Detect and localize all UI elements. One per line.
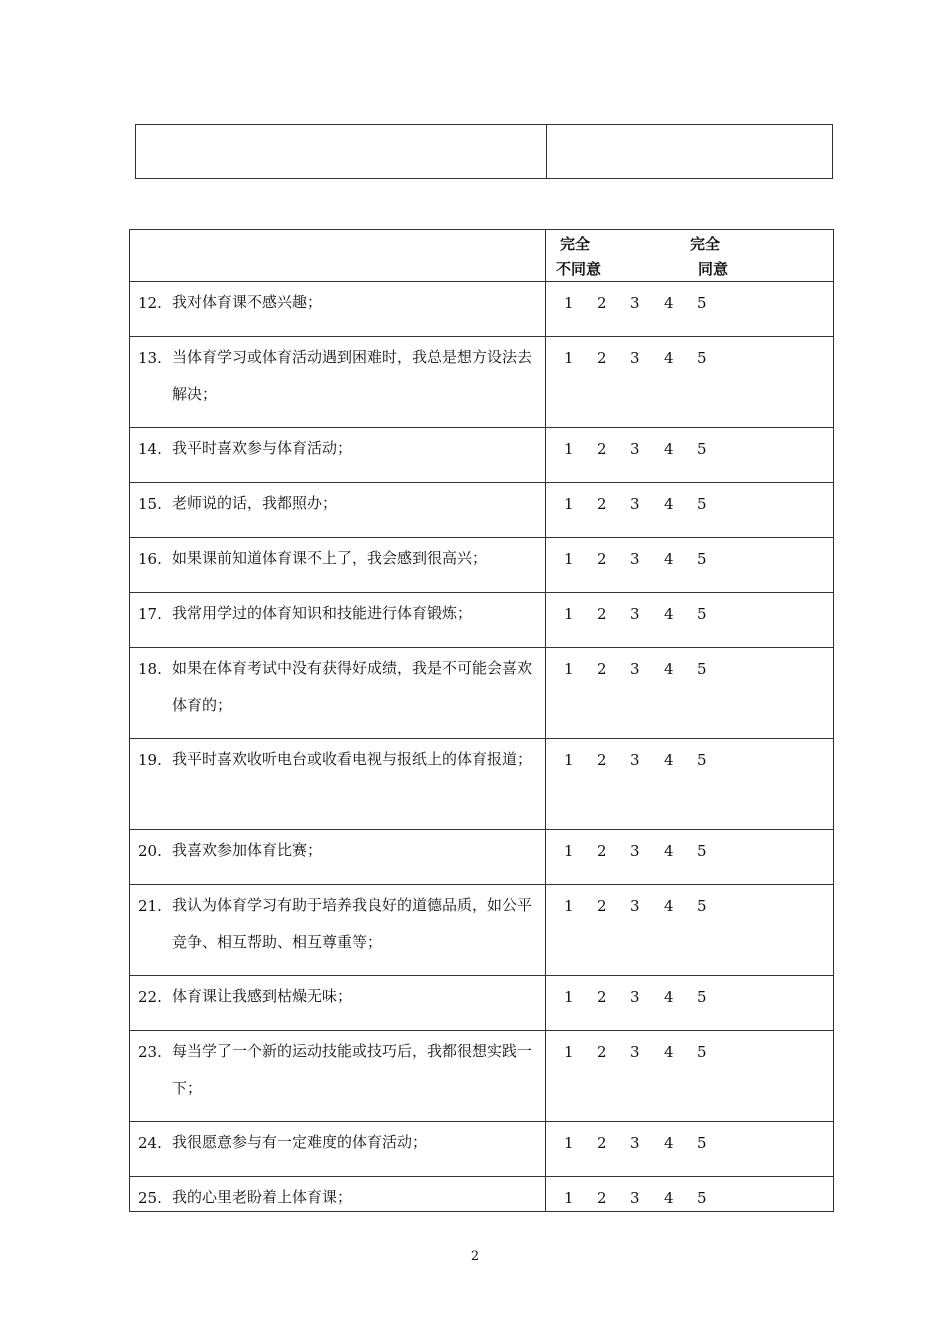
rating-option-3[interactable]: 3 — [630, 897, 640, 915]
question-number: 25. — [138, 1189, 162, 1207]
rating-option-2[interactable]: 2 — [597, 751, 607, 769]
question-text: 我很愿意参与有一定难度的体育活动； — [172, 1133, 428, 1151]
rating-option-1[interactable]: 1 — [564, 842, 574, 860]
rating-option-4[interactable]: 4 — [664, 1043, 674, 1061]
rating-option-3[interactable]: 3 — [630, 751, 640, 769]
rating-option-4[interactable]: 4 — [664, 294, 674, 312]
question-row — [130, 282, 834, 337]
rating-option-5[interactable]: 5 — [697, 550, 707, 568]
question-number: 24. — [138, 1134, 162, 1152]
rating-option-4[interactable]: 4 — [664, 660, 674, 678]
question-text: 当体育学习或体育活动遇到困难时，我总是想方设法去解决； — [172, 348, 533, 403]
rating-scale-cell — [546, 428, 834, 483]
rating-scale-cell — [546, 1177, 834, 1212]
rating-option-1[interactable]: 1 — [564, 1043, 574, 1061]
question-text: 如果课前知道体育课不上了，我会感到很高兴； — [172, 549, 488, 567]
rating-option-4[interactable]: 4 — [664, 1189, 674, 1207]
rating-option-5[interactable]: 5 — [697, 842, 707, 860]
question-number: 18. — [138, 660, 162, 678]
question-row — [130, 337, 834, 428]
rating-option-3[interactable]: 3 — [630, 495, 640, 513]
rating-option-4[interactable]: 4 — [664, 495, 674, 513]
rating-option-5[interactable]: 5 — [697, 897, 707, 915]
question-text: 我的心里老盼着上体育课； — [172, 1188, 353, 1206]
rating-option-1[interactable]: 1 — [564, 1189, 574, 1207]
rating-option-5[interactable]: 5 — [697, 495, 707, 513]
question-row — [130, 739, 834, 830]
question-row — [130, 1122, 834, 1177]
question-number: 12. — [138, 294, 162, 312]
rating-option-2[interactable]: 2 — [597, 988, 607, 1006]
question-text: 我喜欢参加体育比赛； — [172, 841, 323, 859]
question-row — [130, 648, 834, 739]
question-cell — [130, 337, 546, 428]
header-scale-cell — [546, 230, 834, 282]
question-row — [130, 1031, 834, 1122]
rating-scale-cell — [546, 1122, 834, 1177]
rating-option-1[interactable]: 1 — [564, 751, 574, 769]
rating-option-2[interactable]: 2 — [597, 897, 607, 915]
question-cell — [130, 739, 546, 830]
question-row — [130, 830, 834, 885]
question-row — [130, 538, 834, 593]
rating-option-2[interactable]: 2 — [597, 440, 607, 458]
rating-option-1[interactable]: 1 — [564, 1134, 574, 1152]
rating-option-4[interactable]: 4 — [664, 1134, 674, 1152]
rating-scale-cell — [546, 648, 834, 739]
rating-option-3[interactable]: 3 — [630, 605, 640, 623]
rating-option-1[interactable]: 1 — [564, 897, 574, 915]
question-text: 如果在体育考试中没有获得好成绩，我是不可能会喜欢体育的； — [172, 659, 533, 714]
rating-scale-cell — [546, 885, 834, 976]
question-cell — [130, 1031, 546, 1122]
question-cell — [130, 976, 546, 1031]
question-cell — [130, 483, 546, 538]
rating-option-3[interactable]: 3 — [630, 660, 640, 678]
rating-option-1[interactable]: 1 — [564, 550, 574, 568]
question-cell — [130, 593, 546, 648]
rating-option-2[interactable]: 2 — [597, 1189, 607, 1207]
rating-option-2[interactable]: 2 — [597, 842, 607, 860]
question-row — [130, 593, 834, 648]
rating-option-4[interactable]: 4 — [664, 897, 674, 915]
question-cell — [130, 830, 546, 885]
rating-option-3[interactable]: 3 — [630, 842, 640, 860]
header-row — [130, 230, 834, 282]
rating-scale-cell — [546, 337, 834, 428]
rating-option-5[interactable]: 5 — [697, 660, 707, 678]
question-cell — [130, 885, 546, 976]
rating-option-4[interactable]: 4 — [664, 751, 674, 769]
rating-option-1[interactable]: 1 — [564, 294, 574, 312]
rating-option-2[interactable]: 2 — [597, 1134, 607, 1152]
question-text: 我对体育课不感兴趣； — [172, 293, 323, 311]
header-question-cell — [130, 230, 546, 282]
rating-option-5[interactable]: 5 — [697, 440, 707, 458]
question-number: 16. — [138, 550, 162, 568]
header-left-bottom: 不同意 — [556, 260, 602, 278]
question-number: 21. — [138, 897, 162, 915]
question-cell — [130, 428, 546, 483]
rating-option-5[interactable]: 5 — [697, 988, 707, 1006]
rating-option-4[interactable]: 4 — [664, 605, 674, 623]
question-text: 我常用学过的体育知识和技能进行体育锻炼； — [172, 604, 473, 622]
rating-scale-cell — [546, 830, 834, 885]
question-row — [130, 885, 834, 976]
question-number: 23. — [138, 1043, 162, 1061]
question-number: 19. — [138, 751, 162, 769]
rating-scale-cell — [546, 593, 834, 648]
rating-option-1[interactable]: 1 — [564, 349, 574, 367]
rating-option-3[interactable]: 3 — [630, 440, 640, 458]
rating-option-1[interactable]: 1 — [564, 660, 574, 678]
rating-scale-cell — [546, 1031, 834, 1122]
question-cell — [130, 282, 546, 337]
rating-option-1[interactable]: 1 — [564, 988, 574, 1006]
rating-option-1[interactable]: 1 — [564, 440, 574, 458]
question-number: 20. — [138, 842, 162, 860]
page-number: 2 — [470, 1249, 480, 1264]
question-row — [130, 428, 834, 483]
header-right-top: 完全 — [690, 235, 721, 253]
rating-option-4[interactable]: 4 — [664, 440, 674, 458]
rating-option-3[interactable]: 3 — [630, 988, 640, 1006]
rating-option-5[interactable]: 5 — [697, 1134, 707, 1152]
rating-option-3[interactable]: 3 — [630, 294, 640, 312]
question-row — [130, 976, 834, 1031]
rating-option-5[interactable]: 5 — [697, 1043, 707, 1061]
question-row — [130, 1177, 834, 1212]
rating-option-2[interactable]: 2 — [597, 495, 607, 513]
header-left-top: 完全 — [560, 235, 591, 253]
question-number: 17. — [138, 605, 162, 623]
question-cell — [130, 1177, 546, 1212]
rating-option-3[interactable]: 3 — [630, 349, 640, 367]
rating-option-2[interactable]: 2 — [597, 294, 607, 312]
top-empty-table — [135, 124, 833, 179]
rating-scale-cell — [546, 538, 834, 593]
question-number: 22. — [138, 988, 162, 1006]
question-text: 每当学了一个新的运动技能或技巧后，我都很想实践一下； — [172, 1042, 533, 1097]
rating-option-3[interactable]: 3 — [630, 550, 640, 568]
rating-option-5[interactable]: 5 — [697, 294, 707, 312]
rating-option-2[interactable]: 2 — [597, 550, 607, 568]
question-cell — [130, 538, 546, 593]
question-row — [130, 483, 834, 538]
question-text: 老师说的话，我都照办； — [172, 494, 338, 512]
rating-option-1[interactable]: 1 — [564, 605, 574, 623]
rating-option-2[interactable]: 2 — [597, 605, 607, 623]
question-text: 我平时喜欢参与体育活动； — [172, 439, 353, 457]
rating-option-4[interactable]: 4 — [664, 550, 674, 568]
rating-scale-cell — [546, 739, 834, 830]
rating-option-2[interactable]: 2 — [597, 660, 607, 678]
question-text: 我平时喜欢收听电台或收看电视与报纸上的体育报道； — [172, 750, 533, 768]
question-text: 体育课让我感到枯燥无味； — [172, 987, 353, 1005]
rating-option-3[interactable]: 3 — [630, 1043, 640, 1061]
rating-option-1[interactable]: 1 — [564, 495, 574, 513]
rating-option-5[interactable]: 5 — [697, 349, 707, 367]
rating-option-2[interactable]: 2 — [597, 1043, 607, 1061]
rating-scale-cell — [546, 483, 834, 538]
question-number: 15. — [138, 495, 162, 513]
question-cell — [130, 648, 546, 739]
question-cell — [130, 1122, 546, 1177]
rating-scale-cell — [546, 976, 834, 1031]
question-text: 我认为体育学习有助于培养我良好的道德品质，如公平竞争、相互帮助、相互尊重等； — [172, 896, 533, 951]
question-number: 14. — [138, 440, 162, 458]
rating-option-5[interactable]: 5 — [697, 751, 707, 769]
rating-option-4[interactable]: 4 — [664, 988, 674, 1006]
survey-table — [129, 229, 834, 1212]
rating-option-5[interactable]: 5 — [697, 605, 707, 623]
rating-option-3[interactable]: 3 — [630, 1189, 640, 1207]
header-right-bottom: 同意 — [698, 260, 729, 278]
rating-option-3[interactable]: 3 — [630, 1134, 640, 1152]
rating-scale-cell — [546, 282, 834, 337]
rating-option-4[interactable]: 4 — [664, 842, 674, 860]
question-number: 13. — [138, 349, 162, 367]
rating-option-5[interactable]: 5 — [697, 1189, 707, 1207]
rating-option-2[interactable]: 2 — [597, 349, 607, 367]
rating-option-4[interactable]: 4 — [664, 349, 674, 367]
top-table-divider — [546, 125, 547, 178]
